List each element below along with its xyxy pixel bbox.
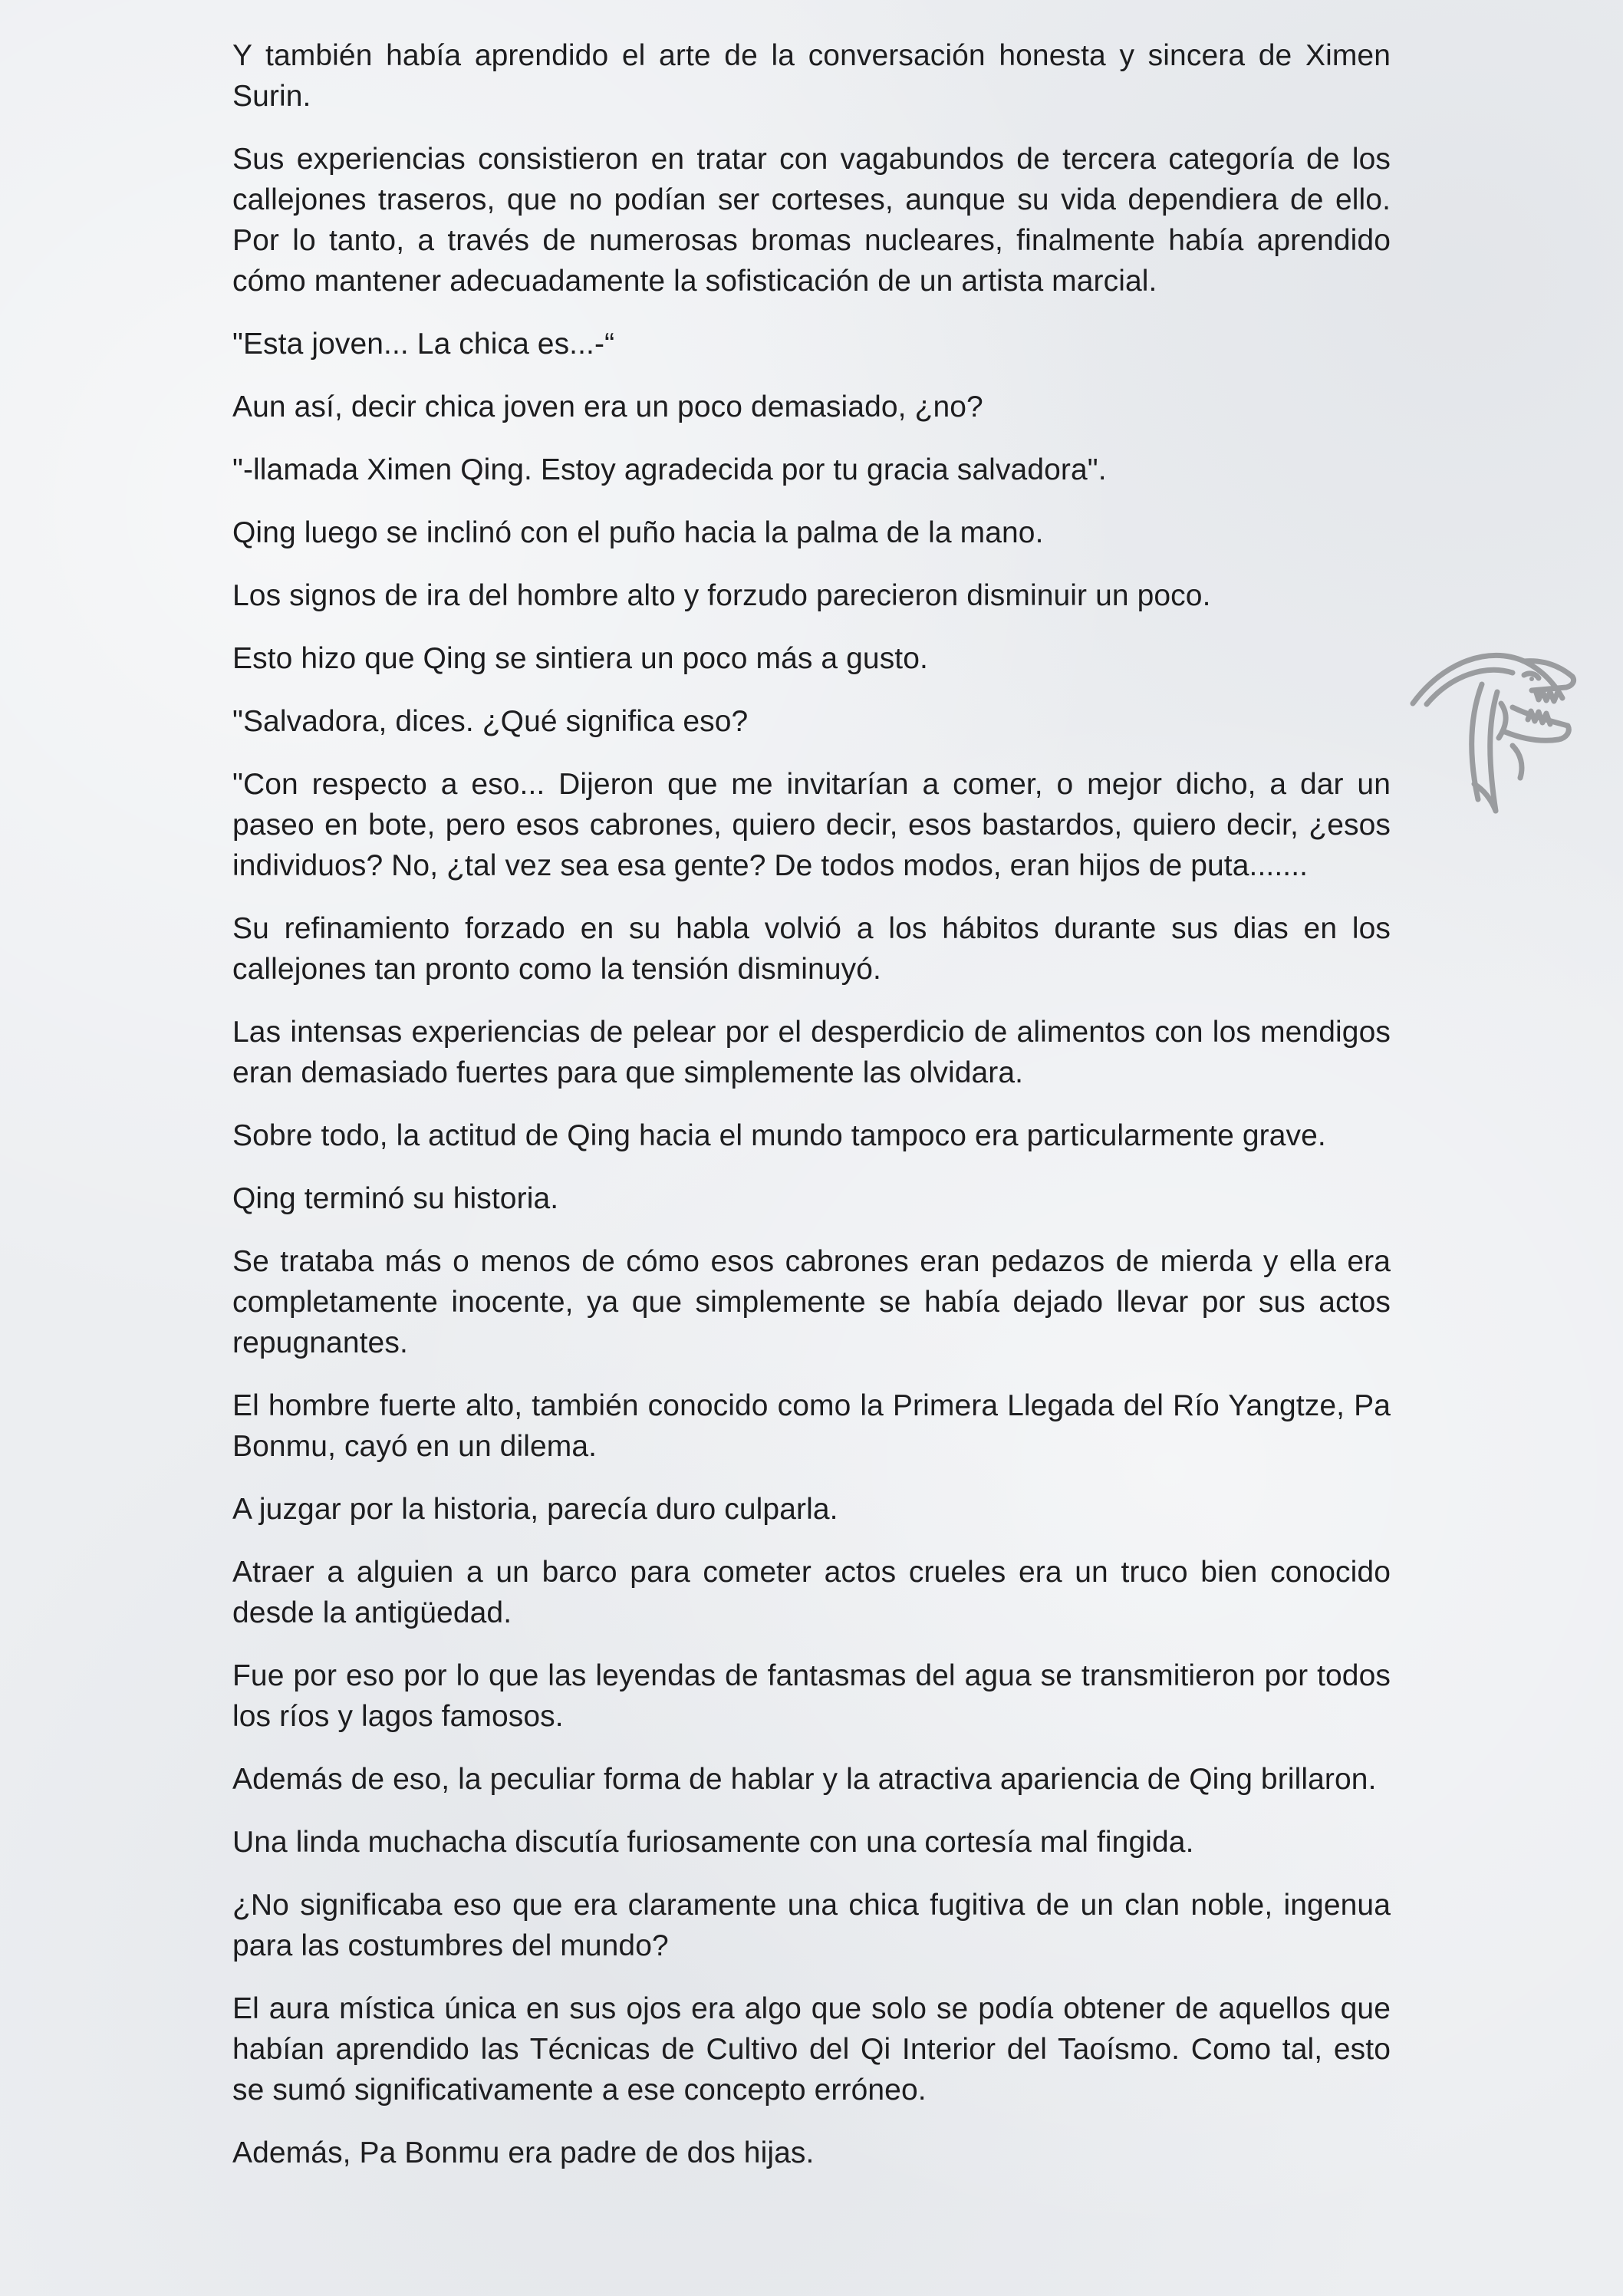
paragraph: Atraer a alguien a un barco para cometer actos crueles era un truco bien conocido desde la antigüedad.: [232, 1556, 1391, 1629]
paragraph: Su refinamiento forzado en su habla volvió a los hábitos durante sus dias en los callejones tan pronto como la tensión disminuyó.: [232, 912, 1391, 986]
document-body: [232, 35, 1391, 2196]
paragraph: Esto hizo que Qing se sintiera un poco más a gusto.: [232, 642, 928, 675]
paragraph: Los signos de ira del hombre alto y forzudo parecieron disminuir un poco.: [232, 579, 1211, 612]
paragraph: Una linda muchacha discutía furiosamente con una cortesía mal fingida.: [232, 1826, 1194, 1859]
paragraph: "-llamada Ximen Qing. Estoy agradecida por tu gracia salvadora".: [232, 453, 1107, 486]
paragraph: ¿No significaba eso que era claramente una chica fugitiva de un clan noble, ingenua para las costumbres del mundo?: [232, 1889, 1391, 1962]
paragraph: Se trataba más o menos de cómo esos cabrones eran pedazos de mierda y ella era completamente inocente, ya que simplemente se había dejado llevar por sus actos repugnantes.: [232, 1245, 1391, 1359]
paragraph: Fue por eso por lo que las leyendas de fantasmas del agua se transmitieron por todos los ríos y lagos famosos.: [232, 1659, 1391, 1733]
paragraph: Las intensas experiencias de pelear por el desperdicio de alimentos con los mendigos eran demasiado fuertes para que simplemente las olvidara.: [232, 1016, 1391, 1089]
paragraph: "Salvadora, dices. ¿Qué significa eso?: [232, 705, 749, 738]
paragraph: "Esta joven... La chica es...-“: [232, 328, 615, 361]
paragraph: A juzgar por la historia, parecía duro culparla.: [232, 1493, 838, 1526]
dinosaur-head-icon: [1397, 631, 1582, 830]
paragraph: Aun así, decir chica joven era un poco demasiado, ¿no?: [232, 390, 983, 423]
paragraph: Sus experiencias consistieron en tratar con vagabundos de tercera categoría de los callejones traseros, que no podían ser corteses, aunque su vida dependiera de ello. Por lo tanto, a través de numerosas bromas nucleares, finalmente había aprendido cómo mantener adecuadamente la sofisticación de un artista marcial.: [232, 143, 1391, 298]
paragraph: Qing luego se inclinó con el puño hacia la palma de la mano.: [232, 516, 1044, 549]
paragraph: Además de eso, la peculiar forma de hablar y la atractiva apariencia de Qing brillaron.: [232, 1763, 1377, 1796]
paragraph: Qing terminó su historia.: [232, 1182, 559, 1215]
paragraph: Sobre todo, la actitud de Qing hacia el mundo tampoco era particularmente grave.: [232, 1119, 1326, 1152]
paragraph: Y también había aprendido el arte de la conversación honesta y sincera de Ximen Surin.: [232, 39, 1391, 113]
paragraph: El hombre fuerte alto, también conocido como la Primera Llegada del Río Yangtze, Pa Bonmu, cayó en un dilema.: [232, 1389, 1391, 1463]
paragraph: El aura mística única en sus ojos era algo que solo se podía obtener de aquellos que habían aprendido las Técnicas de Cultivo del Qi Interior del Taoísmo. Como tal, esto se sumó significativamente a ese concepto erróneo.: [232, 1992, 1391, 2107]
paragraph: "Con respecto a eso... Dijeron que me invitarían a comer, o mejor dicho, a dar un paseo en bote, pero esos cabrones, quiero decir, esos bastardos, quiero decir, ¿esos individuos? No, ¿tal vez sea esa gente? De todos modos, eran hijos de puta.......: [232, 768, 1391, 882]
paragraph: Además, Pa Bonmu era padre de dos hijas.: [232, 2136, 815, 2169]
